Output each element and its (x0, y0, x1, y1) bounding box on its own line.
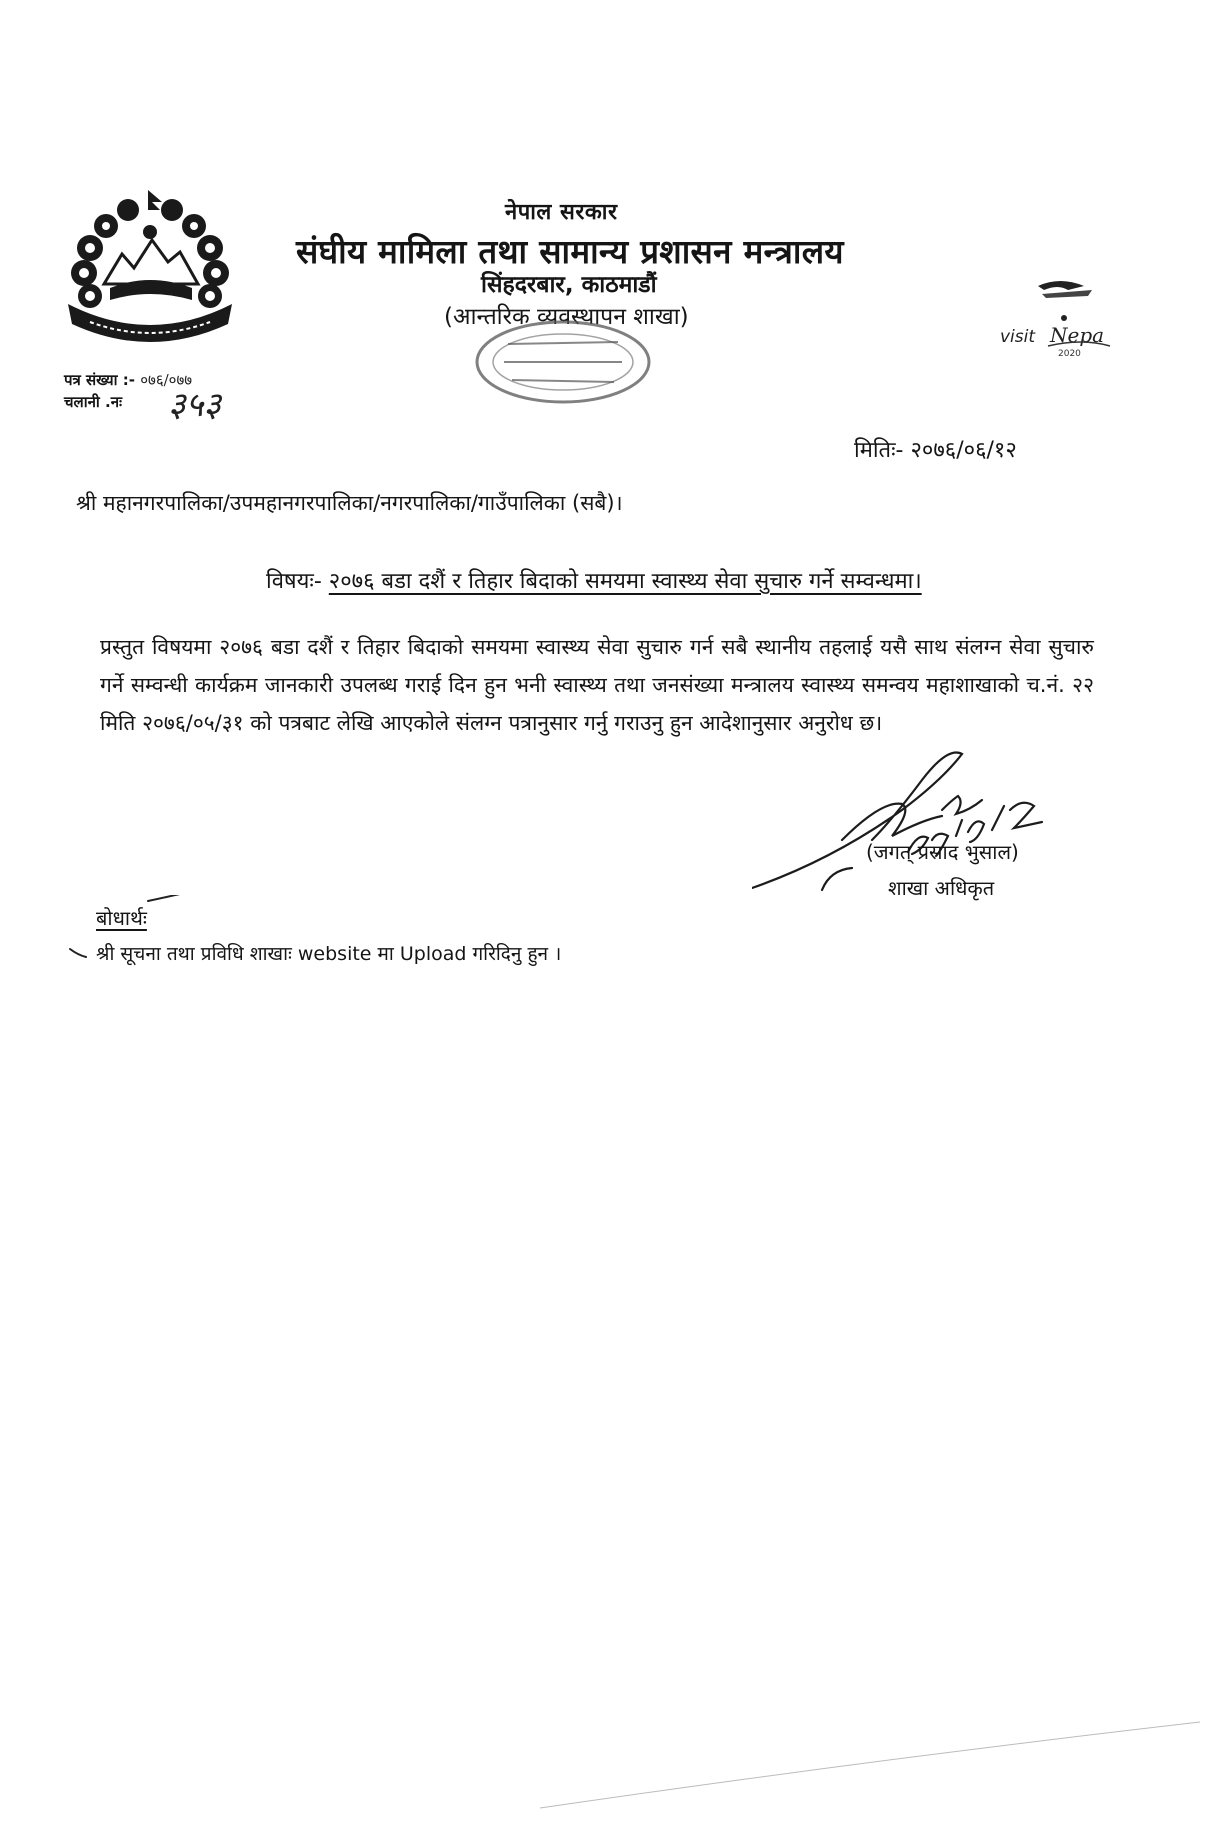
cc-recipient: श्री सूचना तथा प्रविधि शाखाः website मा Upload गरिदिनु हुन । (96, 943, 562, 965)
svg-text:2020: 2020 (1058, 349, 1081, 359)
scan-artifact (540, 1720, 1200, 1810)
office-stamp-icon (468, 318, 658, 414)
visit-nepal-2020-logo (998, 276, 1114, 362)
letter-number-value: ०७६/०७७ (140, 371, 193, 389)
signatory-title: शाखा अधिकृत (888, 876, 995, 900)
subject-text: २०७६ बडा दशैं र तिहार बिदाको समयमा स्वास्थ्य सेवा सुचारु गर्ने सम्वन्धमा। (328, 569, 922, 594)
nepal-emblem-icon (60, 188, 240, 348)
svg-text:visit: visit (1000, 327, 1036, 347)
dispatch-number-value: ३५३ (168, 385, 222, 425)
letter-number-label: पत्र संख्या :- (64, 371, 135, 389)
body-paragraph: प्रस्तुत विषयमा २०७६ बडा दशैं र तिहार बिदाको समयमा स्वास्थ्य सेवा सुचारु गर्न सबै स्थानीय तहलाई यसै साथ संलग्न सेवा सुचारु गर्ने सम्वन्धी कार्यक्रम जानकारी उपलब्ध गराई दिन हुन भनी स्वास्थ्य तथा जनसंख्या मन्त्रालय स्वास्थ्य समन्वय महाशाखाको च.नं. २२ मिति २०७६/०५/३१ को पत्रबाट लेखि आएकोले संलग्न पत्रानुसार गर्नु गराउनु हुन आदेशानुसार अनुरोध छ। (100, 635, 1094, 735)
government-name: नेपाल सरकार (505, 200, 618, 225)
ministry-name: संघीय मामिला तथा सामान्य प्रशासन मन्त्रालय (296, 232, 844, 271)
addressee: श्री महानगरपालिका/उपमहानगरपालिका/नगरपालिका/गाउँपालिका (सबै)। (76, 491, 623, 515)
office-location: सिंहदरबार, काठमाडौं (481, 272, 657, 298)
svg-text:Nepa: Nepa (1050, 323, 1105, 347)
letter-date: मितिः- २०७६/०६/१२ (854, 438, 1017, 463)
subject-label: विषयः- (266, 569, 322, 594)
subject-line (266, 565, 922, 595)
office-section: (आन्तरिक व्यवस्थापन शाखा) (444, 304, 689, 330)
signatory-name: (जगत् प्रसाद भुसाल) (866, 840, 1019, 864)
dispatch-number-label: चलानी .नः (64, 393, 123, 411)
cc-label: बोधार्थः (96, 906, 147, 930)
